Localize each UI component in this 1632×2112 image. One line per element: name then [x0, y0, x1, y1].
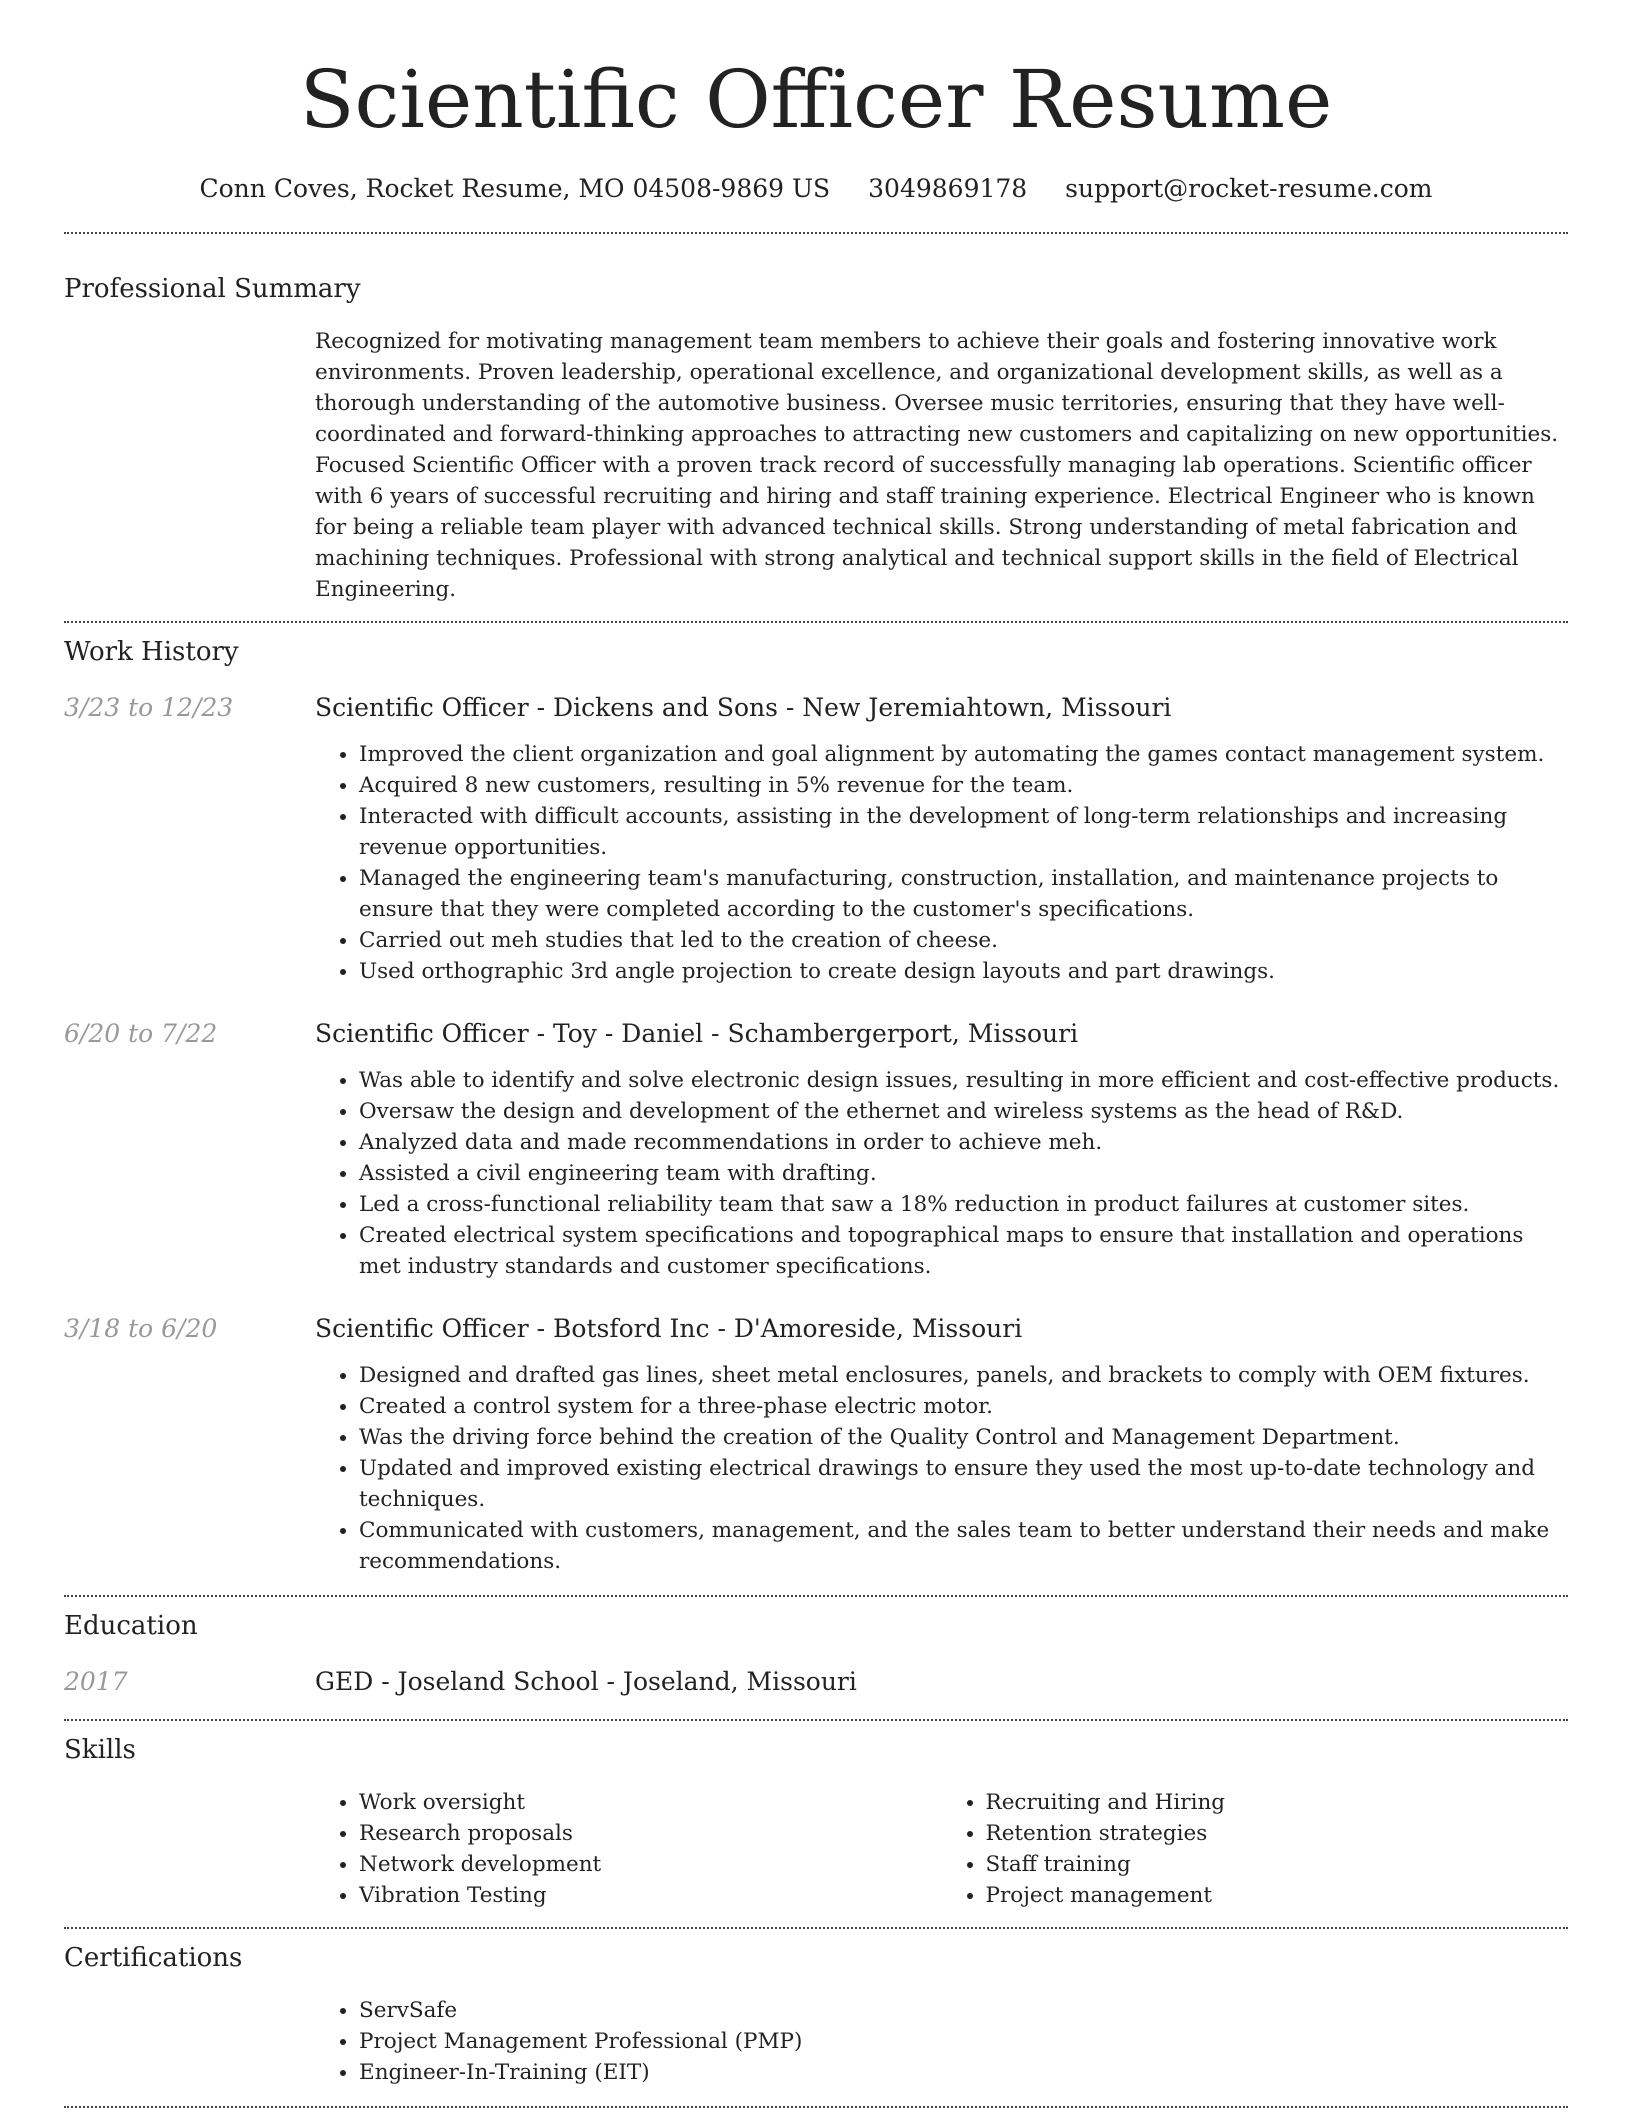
list-item: • Project management	[986, 1880, 1569, 1911]
list-item: • Designed and drafted gas lines, sheet metal enclosures, panels, and brackets to comply with OEM fixtures.	[359, 1360, 1568, 1391]
list-item: • Engineer-In-Training (EIT)	[359, 2057, 1568, 2088]
divider	[64, 621, 1568, 623]
list-item: • Retention strategies	[986, 1818, 1569, 1849]
job-content	[315, 1017, 1568, 1282]
job-entry	[64, 691, 1568, 987]
divider	[64, 232, 1568, 234]
list-item: • Acquired 8 new customers, resulting in 5% revenue for the team.	[359, 770, 1568, 801]
job-entry	[64, 1017, 1568, 1282]
education-entry	[64, 1665, 1568, 1699]
summary-text: Recognized for motivating management team members to achieve their goals and fostering innovative work environments. Proven leadership, operational excellence, and organizational development skills, as well as a thorough understanding of the automotive business. Oversee music territories, ensuring that they have well-coordinated and forward-thinking approaches to attracting new customers and capitalizing on new opportunities. Focused Scientific Officer with a proven track record of successfully managing lab operations. Scientific officer with 6 years of successful recruiting and hiring and staff training experience. Electrical Engineer who is known for being a reliable team player with advanced technical skills. Strong understanding of metal fabrication and machining techniques. Professional with strong analytical and technical support skills in the field of Electrical Engineering.	[315, 329, 1559, 602]
job-dates: 6/20 to 7/22	[64, 1019, 218, 1048]
list-item: • Updated and improved existing electrical drawings to ensure they used the most up-to-date technology and techniques.	[359, 1453, 1568, 1515]
list-item: • Was the driving force behind the creation of the Quality Control and Management Department.	[359, 1422, 1568, 1453]
list-item: • Was able to identify and solve electronic design issues, resulting in more efficient and cost-effective products.	[359, 1065, 1568, 1096]
skills-heading: Skills	[64, 1735, 136, 1765]
work-history-heading: Work History	[64, 637, 239, 667]
job-bullets	[315, 1065, 1568, 1282]
job-title: Scientific Officer - Botsford Inc - D'Amoreside, Missouri	[315, 1314, 1023, 1343]
certifications-bullets	[315, 1995, 1568, 2088]
skills-list	[315, 1787, 1568, 1911]
list-item: • Communicated with customers, management, and the sales team to better understand their needs and make recommendations.	[359, 1515, 1568, 1577]
education-year: 2017	[64, 1667, 128, 1696]
list-item: • Carried out meh studies that led to the creation of cheese.	[359, 925, 1568, 956]
list-item: • Assisted a civil engineering team with drafting.	[359, 1158, 1568, 1189]
divider	[64, 1927, 1568, 1929]
list-item: • Analyzed data and made recommendations in order to achieve meh.	[359, 1127, 1568, 1158]
job-content	[315, 1312, 1568, 1577]
list-item: • Vibration Testing	[359, 1880, 942, 1911]
list-item: • Created electrical system specifications and topographical maps to ensure that installation and operations met industry standards and customer specifications.	[359, 1220, 1568, 1282]
list-item: • Used orthographic 3rd angle projection to create design layouts and part drawings.	[359, 956, 1568, 987]
skills-column-right	[942, 1787, 1569, 1911]
list-item: • Work oversight	[359, 1787, 942, 1818]
list-item: • Interacted with difficult accounts, assisting in the development of long-term relationships and increasing revenue opportunities.	[359, 801, 1568, 863]
job-title: Scientific Officer - Dickens and Sons - New Jeremiahtown, Missouri	[315, 693, 1172, 722]
list-item: • Led a cross-functional reliability team that saw a 18% reduction in product failures at customer sites.	[359, 1189, 1568, 1220]
resume-page	[64, 0, 1568, 2108]
list-item: • Oversaw the design and development of the ethernet and wireless systems as the head of R&D.	[359, 1096, 1568, 1127]
divider	[64, 2106, 1568, 2108]
job-dates: 3/23 to 12/23	[64, 693, 234, 722]
job-bullets	[315, 1360, 1568, 1577]
list-item: • Managed the engineering team's manufacturing, construction, installation, and maintenance projects to ensure that they were completed according to the customer's specifications.	[359, 863, 1568, 925]
list-item: • ServSafe	[359, 1995, 1568, 2026]
skills-column-left	[315, 1787, 942, 1911]
list-item: • Created a control system for a three-phase electric motor.	[359, 1391, 1568, 1422]
list-item: • Recruiting and Hiring	[986, 1787, 1569, 1818]
education-heading: Education	[64, 1611, 198, 1641]
job-bullets	[315, 739, 1568, 987]
job-entry	[64, 1312, 1568, 1577]
job-dates: 3/18 to 6/20	[64, 1314, 218, 1343]
education-detail: GED - Joseland School - Joseland, Missouri	[315, 1667, 857, 1696]
list-item: • Network development	[359, 1849, 942, 1880]
job-title: Scientific Officer - Toy - Daniel - Schambergerport, Missouri	[315, 1019, 1079, 1048]
summary-heading: Professional Summary	[64, 274, 361, 304]
certifications-list	[315, 1995, 1568, 2088]
list-item: • Project Management Professional (PMP)	[359, 2026, 1568, 2057]
divider	[64, 1719, 1568, 1721]
job-content	[315, 691, 1568, 987]
divider	[64, 1595, 1568, 1597]
address-text: Conn Coves, Rocket Resume, MO 04508-9869 US	[199, 174, 831, 203]
certifications-heading: Certifications	[64, 1943, 243, 1973]
phone-text: 3049869178	[868, 174, 1028, 203]
list-item: • Research proposals	[359, 1818, 942, 1849]
list-item: • Staff training	[986, 1849, 1569, 1880]
contact-line	[64, 172, 1568, 206]
list-item: • Improved the client organization and goal alignment by automating the games contact management system.	[359, 739, 1568, 770]
email-text: support@rocket-resume.com	[1065, 174, 1433, 203]
resume-title: Scientific Officer Resume	[299, 53, 1333, 146]
